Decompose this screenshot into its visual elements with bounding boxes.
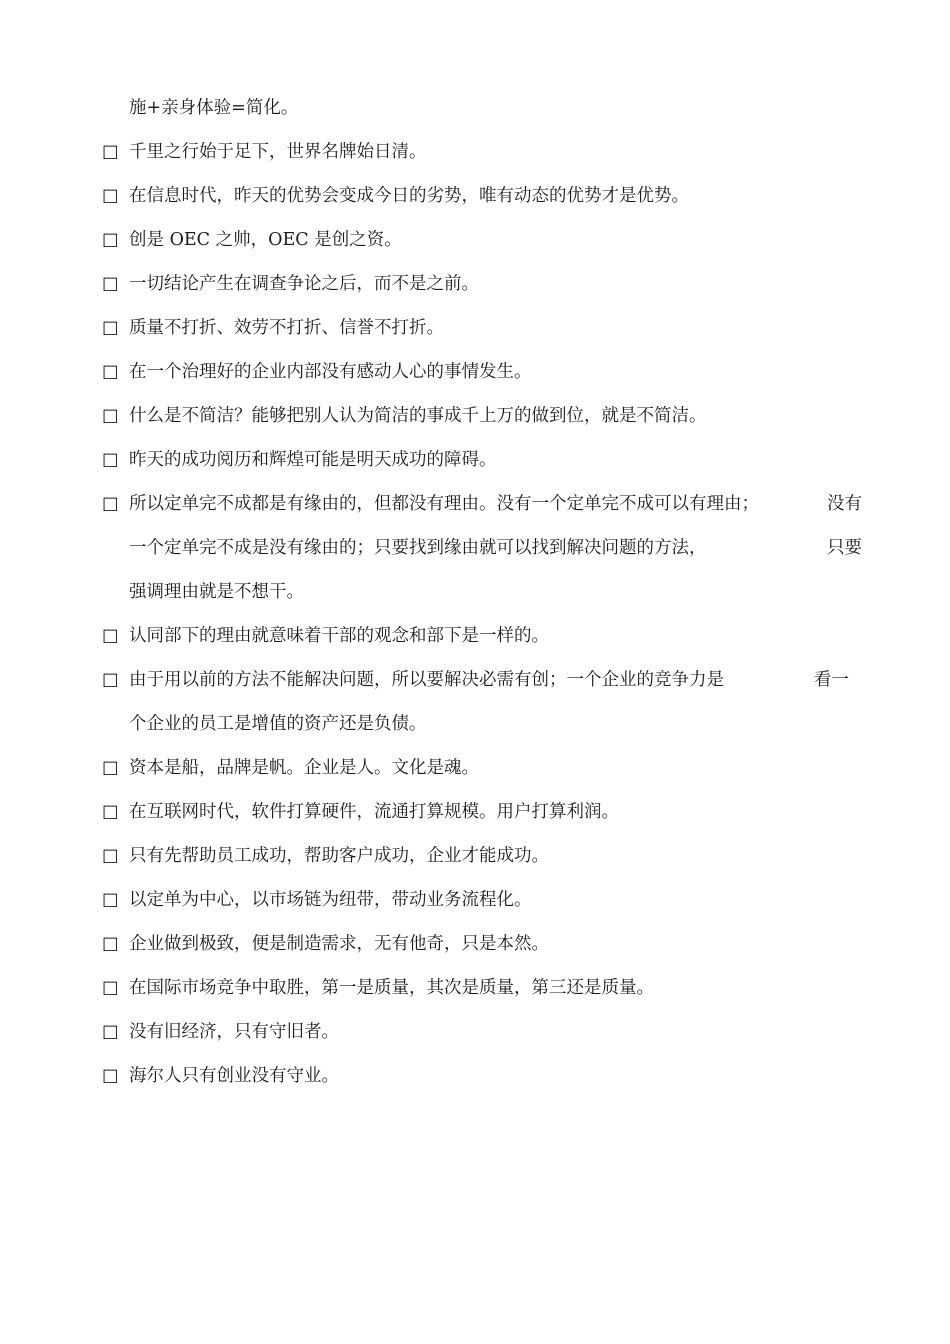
list-item: [102, 746, 862, 790]
item-text: 只有先帮助员工成功，帮助客户成功，企业才能成功。: [129, 846, 549, 866]
item-text: 昨天的成功阅历和辉煌可能是明天成功的障碍。: [129, 450, 497, 470]
item-text: 质量不打折、效劳不打折、信誉不打折。: [129, 318, 444, 338]
item-text: 以定单为中心，以市场链为纽带，带动业务流程化。: [129, 890, 532, 910]
item-text: 资本是船，品牌是帆。企业是人。文化是魂。: [129, 758, 479, 778]
checkbox-icon: □: [102, 318, 119, 338]
checkbox-icon: □: [102, 626, 119, 646]
item-text-line: [129, 526, 862, 570]
checkbox-icon: □: [102, 494, 119, 514]
checkbox-icon: □: [102, 670, 119, 690]
list-item: [102, 966, 862, 1010]
list-item: [102, 790, 862, 834]
item-text: 个企业的员工是增值的资产还是负债。: [129, 714, 427, 734]
item-text-segment: 所以定单完不成都是有缘由的，但都没有理由。没有一个定单完不成可以有理由；: [129, 494, 759, 514]
item-text: 认同部下的理由就意味着干部的观念和部下是一样的。: [129, 626, 549, 646]
list-item: [102, 922, 862, 966]
list-item: [102, 262, 862, 306]
item-text-segment: 由于用以前的方法不能解决问题，所以要解决必需有创；一个企业的竞争力是: [129, 670, 724, 690]
list-item: [102, 174, 862, 218]
item-text: 没有旧经济，只有守旧者。: [129, 1022, 339, 1042]
checkbox-icon: □: [102, 846, 119, 866]
list-item: [102, 878, 862, 922]
list-item: [102, 658, 862, 746]
checkbox-icon: □: [102, 362, 119, 382]
list-item: [102, 482, 862, 614]
checkbox-icon: □: [102, 802, 119, 822]
item-text: 什么是不简洁？能够把别人认为简洁的事成千上万的做到位，就是不简洁。: [129, 406, 707, 426]
item-text: 在一个治理好的企业内部没有感动人心的事情发生。: [129, 362, 532, 382]
item-text: 海尔人只有创业没有守业。: [129, 1066, 339, 1086]
item-text-segment: 看一: [814, 670, 849, 690]
list-item: [102, 130, 862, 174]
checkbox-icon: □: [102, 142, 119, 162]
checkbox-icon: □: [102, 978, 119, 998]
item-text: 在互联网时代，软件打算硬件，流通打算规模。用户打算利润。: [129, 802, 619, 822]
list-item: [102, 614, 862, 658]
item-text: 创是 OEC 之帅，OEC 是创之资。: [129, 230, 402, 250]
checkbox-icon: □: [102, 1022, 119, 1042]
item-text: 在信息时代，昨天的优势会变成今日的劣势，唯有动态的优势才是优势。: [129, 186, 689, 206]
item-text: 一切结论产生在调查争论之后，而不是之前。: [129, 274, 479, 294]
quote-list: [102, 86, 862, 1098]
continuation-line: 施+亲身体验=简化。: [129, 98, 299, 118]
list-item: [102, 350, 862, 394]
list-item: [102, 394, 862, 438]
list-item: [102, 1054, 862, 1098]
checkbox-icon: □: [102, 890, 119, 910]
item-text: 企业做到极致，便是制造需求，无有他奇，只是本然。: [129, 934, 549, 954]
checkbox-icon: □: [102, 450, 119, 470]
item-text-line: [129, 482, 862, 526]
list-item: [102, 438, 862, 482]
checkbox-icon: □: [102, 274, 119, 294]
item-text: 强调理由就是不想干。: [129, 582, 304, 602]
list-item: [102, 306, 862, 350]
item-text-segment: 没有: [827, 494, 862, 514]
item-text: 在国际市场竞争中取胜，第一是质量，其次是质量，第三还是质量。: [129, 978, 654, 998]
checkbox-icon: □: [102, 186, 119, 206]
checkbox-icon: □: [102, 230, 119, 250]
item-text: 千里之行始于足下，世界名牌始日清。: [129, 142, 427, 162]
checkbox-icon: □: [102, 1066, 119, 1086]
item-text-segment: 只要: [827, 538, 862, 558]
item-text-segment: 一个定单完不成是没有缘由的；只要找到缘由就可以找到解决问题的方法，: [129, 538, 707, 558]
list-item: [102, 1010, 862, 1054]
list-item: [102, 218, 862, 262]
checkbox-icon: □: [102, 934, 119, 954]
checkbox-icon: □: [102, 406, 119, 426]
checkbox-icon: □: [102, 758, 119, 778]
item-text-line: [129, 658, 849, 702]
list-item: [102, 834, 862, 878]
